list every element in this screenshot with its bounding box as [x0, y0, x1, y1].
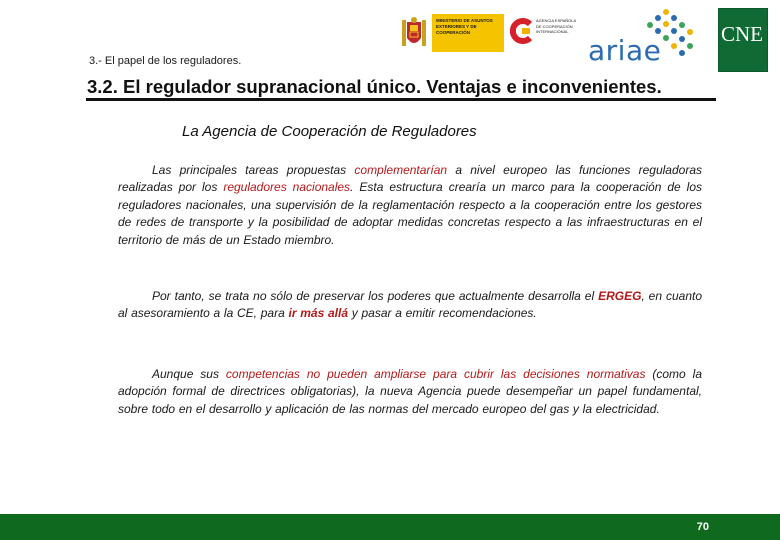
slide-title: 3.2. El regulador supranacional único. Ventajas e inconvenientes.: [87, 76, 662, 97]
header-logos: [400, 8, 772, 80]
paragraph-3-highlight-1: competencias no pueden ampliarse para cubrir las decisiones normativas: [225, 367, 646, 381]
aecid-c-icon: [510, 18, 534, 44]
paragraph-1-highlight-1: complementarían: [354, 163, 448, 177]
page-number: 70: [696, 521, 709, 533]
aecid-logo: [510, 16, 580, 50]
paragraph-1-text: . Esta estructura crearía un marco para la cooperación de los reguladores nacionales, una supervisión de la reglamentación respecto a la cooperación entre los gestores de redes de transporte y la posibilidad de adoptar medidas concretas respecto a las infraestructuras en el territorio de más de un Estado miembro.: [118, 180, 703, 247]
paragraph-2-highlight-2: ir más allá: [288, 306, 349, 321]
paragraph-1-text: a nivel europeo las funciones reguladoras realizadas por los: [118, 163, 702, 195]
breadcrumb: 3.- El papel de los reguladores.: [89, 55, 242, 67]
paragraph-1: [118, 162, 702, 249]
paragraph-2-highlight-1: ERGEG: [598, 289, 642, 303]
paragraph-2-text: , en cuanto al asesoramiento a la CE, para: [118, 289, 702, 321]
coat-of-arms-icon: [400, 16, 428, 50]
paragraph-1-text: Las principales tareas propuestas: [152, 163, 355, 177]
ariae-wordmark: ariae: [588, 34, 662, 67]
aecid-text: AGENCIA ESPAÑOLA DE COOPERACIÓN INTERNACIONAL: [536, 18, 576, 34]
ariae-logo: [588, 8, 698, 68]
paragraph-3-text: Aunque sus: [152, 367, 226, 381]
paragraph-1-highlight-2: reguladores nacionales: [223, 180, 351, 195]
cne-logo: [718, 8, 768, 72]
ministerio-logo: [400, 14, 504, 52]
cne-logo-text: CNE: [721, 22, 763, 46]
ministerio-text: MINISTERIO DE ASUNTOS EXTERIORES Y DE COOPERACIÓN: [436, 18, 493, 35]
paragraph-2-text: y pasar a emitir recomendaciones.: [348, 306, 537, 321]
paragraph-2-text: Por tanto, se trata no sólo de preservar los poderes que actualmente desarrolla el: [152, 289, 599, 303]
section-subtitle: La Agencia de Cooperación de Reguladores: [182, 123, 477, 140]
footer-bar: [0, 514, 780, 540]
title-underline: [86, 98, 716, 101]
paragraph-3: [118, 366, 702, 418]
paragraph-3-text: (como la adopción formal de directrices obligatorias), la nueva Agencia puede desempeñar un papel fundamental, sobre todo en el desarrollo y aplicación de las normas del mercado europeo del gas y la electricidad.: [118, 367, 702, 416]
paragraph-2: [118, 288, 702, 323]
